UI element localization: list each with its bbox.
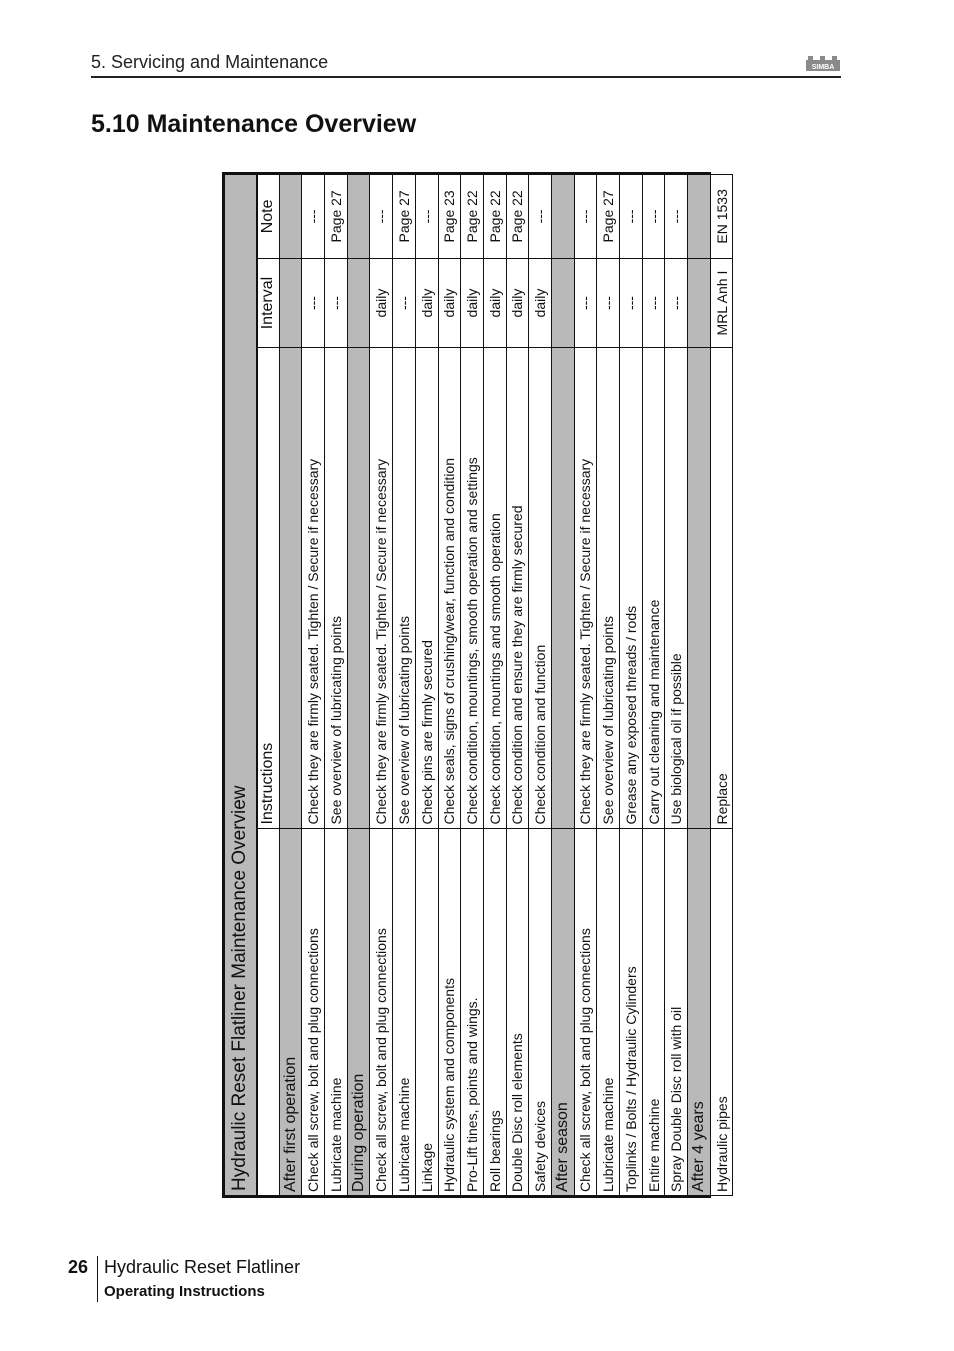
interval-cell: daily: [506, 258, 529, 348]
table-row: [483, 175, 506, 1196]
table-row: [620, 175, 643, 1196]
item-cell: Lubricate machine: [325, 828, 348, 1195]
instruction-cell: See overview of lubricating points: [597, 348, 620, 828]
column-header-instructions: Instructions: [257, 348, 280, 828]
section-label: After season: [551, 828, 574, 1195]
item-cell: Lubricate machine: [393, 828, 416, 1195]
note-cell: EN 1533: [710, 175, 733, 259]
section-empty-cell: [279, 348, 302, 828]
instruction-cell: Check seals, signs of crushing/wear, function and condition: [438, 348, 461, 828]
footer-divider: [97, 1256, 98, 1302]
item-cell: Spray Double Disc roll with oil: [665, 828, 688, 1195]
section-label: During operation: [347, 828, 370, 1195]
interval-cell: ---: [393, 258, 416, 348]
instruction-cell: Carry out cleaning and maintenance: [642, 348, 665, 828]
item-cell: Lubricate machine: [597, 828, 620, 1195]
item-cell: Hydraulic pipes: [710, 828, 733, 1195]
section-header: 5. Servicing and Maintenance: [91, 52, 329, 72]
section-empty-cell: [688, 175, 711, 259]
note-cell: ---: [529, 175, 552, 259]
table-row: [302, 175, 325, 1196]
item-cell: Toplinks / Bolts / Hydraulic Cylinders: [620, 828, 643, 1195]
item-cell: Linkage: [415, 828, 438, 1195]
section-row: [279, 175, 302, 1196]
column-header-row: [257, 175, 280, 1196]
section-empty-cell: [279, 258, 302, 348]
table-row: [370, 175, 393, 1196]
note-cell: ---: [620, 175, 643, 259]
instruction-cell: Check pins are firmly secured: [415, 348, 438, 828]
note-cell: Page 22: [506, 175, 529, 259]
table-row: [461, 175, 484, 1196]
interval-cell: ---: [325, 258, 348, 348]
table-row: [710, 175, 733, 1196]
interval-cell: ---: [302, 258, 325, 348]
item-cell: Check all screw, bolt and plug connections: [370, 828, 393, 1195]
interval-cell: ---: [665, 258, 688, 348]
column-header-item: [257, 828, 280, 1195]
item-cell: Pro-Lift tines, points and wings.: [461, 828, 484, 1195]
item-cell: Check all screw, bolt and plug connections: [574, 828, 597, 1195]
note-cell: Page 22: [483, 175, 506, 259]
interval-cell: MRL Anh I: [710, 258, 733, 348]
page-title: 5.10 Maintenance Overview: [91, 110, 417, 138]
table-row: [574, 175, 597, 1196]
interval-cell: daily: [461, 258, 484, 348]
note-cell: ---: [642, 175, 665, 259]
instruction-cell: See overview of lubricating points: [325, 348, 348, 828]
instruction-cell: Check they are firmly seated. Tighten / Secure if necessary: [302, 348, 325, 828]
table-title-row: [225, 175, 257, 1196]
instruction-cell: Check condition, mountings and smooth operation: [483, 348, 506, 828]
table-row: [393, 175, 416, 1196]
note-cell: Page 27: [325, 175, 348, 259]
column-header-note: Note: [257, 175, 280, 259]
item-cell: Entire machine: [642, 828, 665, 1195]
section-empty-cell: [688, 348, 711, 828]
column-header-interval: Interval: [257, 258, 280, 348]
table-row: [415, 175, 438, 1196]
interval-cell: ---: [642, 258, 665, 348]
instruction-cell: Check they are firmly seated. Tighten / Secure if necessary: [370, 348, 393, 828]
note-cell: ---: [370, 175, 393, 259]
note-cell: ---: [415, 175, 438, 259]
interval-cell: ---: [620, 258, 643, 348]
table-row: [325, 175, 348, 1196]
table-row: [438, 175, 461, 1196]
note-cell: Page 27: [393, 175, 416, 259]
interval-cell: ---: [597, 258, 620, 348]
table-row: [529, 175, 552, 1196]
interval-cell: daily: [438, 258, 461, 348]
simba-logo-icon: [806, 56, 840, 74]
item-cell: Check all screw, bolt and plug connections: [302, 828, 325, 1195]
instruction-cell: Grease any exposed threads / rods: [620, 348, 643, 828]
section-empty-cell: [688, 258, 711, 348]
table-title: Hydraulic Reset Flatliner Maintenance Overview: [225, 175, 257, 1196]
note-cell: ---: [665, 175, 688, 259]
section-row: [551, 175, 574, 1196]
instruction-cell: Check condition and function: [529, 348, 552, 828]
svg-text:SIMBA: SIMBA: [811, 64, 835, 71]
instruction-cell: Replace: [710, 348, 733, 828]
section-empty-cell: [551, 258, 574, 348]
note-cell: Page 27: [597, 175, 620, 259]
instruction-cell: See overview of lubricating points: [393, 348, 416, 828]
item-cell: Double Disc roll elements: [506, 828, 529, 1195]
interval-cell: daily: [529, 258, 552, 348]
section-empty-cell: [347, 258, 370, 348]
note-cell: Page 23: [438, 175, 461, 259]
table-row: [665, 175, 688, 1196]
rotated-table-container: [224, 174, 730, 1196]
section-empty-cell: [551, 348, 574, 828]
page-number: 26: [68, 1257, 89, 1277]
footer-title: Hydraulic Reset Flatliner: [104, 1257, 301, 1277]
interval-cell: ---: [574, 258, 597, 348]
note-cell: Page 22: [461, 175, 484, 259]
interval-cell: daily: [370, 258, 393, 348]
section-empty-cell: [551, 175, 574, 259]
section-empty-cell: [347, 348, 370, 828]
maintenance-table: [224, 174, 733, 1196]
section-row: [347, 175, 370, 1196]
table-row: [597, 175, 620, 1196]
interval-cell: daily: [415, 258, 438, 348]
section-label: After 4 years: [688, 828, 711, 1195]
note-cell: ---: [302, 175, 325, 259]
item-cell: Roll bearings: [483, 828, 506, 1195]
section-row: [688, 175, 711, 1196]
instruction-cell: Use biological oil if possible: [665, 348, 688, 828]
section-empty-cell: [279, 175, 302, 259]
footer-subtitle: Operating Instructions: [104, 1283, 265, 1300]
instruction-cell: Check condition and ensure they are firmly secured: [506, 348, 529, 828]
header-rule: [91, 76, 841, 78]
instruction-cell: Check they are firmly seated. Tighten / Secure if necessary: [574, 348, 597, 828]
table-row: [642, 175, 665, 1196]
section-label: After first operation: [279, 828, 302, 1195]
table-row: [506, 175, 529, 1196]
interval-cell: daily: [483, 258, 506, 348]
item-cell: Hydraulic system and components: [438, 828, 461, 1195]
item-cell: Safety devices: [529, 828, 552, 1195]
note-cell: ---: [574, 175, 597, 259]
maintenance-table-frame: [222, 172, 730, 1198]
instruction-cell: Check condition, mountings, smooth operation and settings: [461, 348, 484, 828]
section-empty-cell: [347, 175, 370, 259]
